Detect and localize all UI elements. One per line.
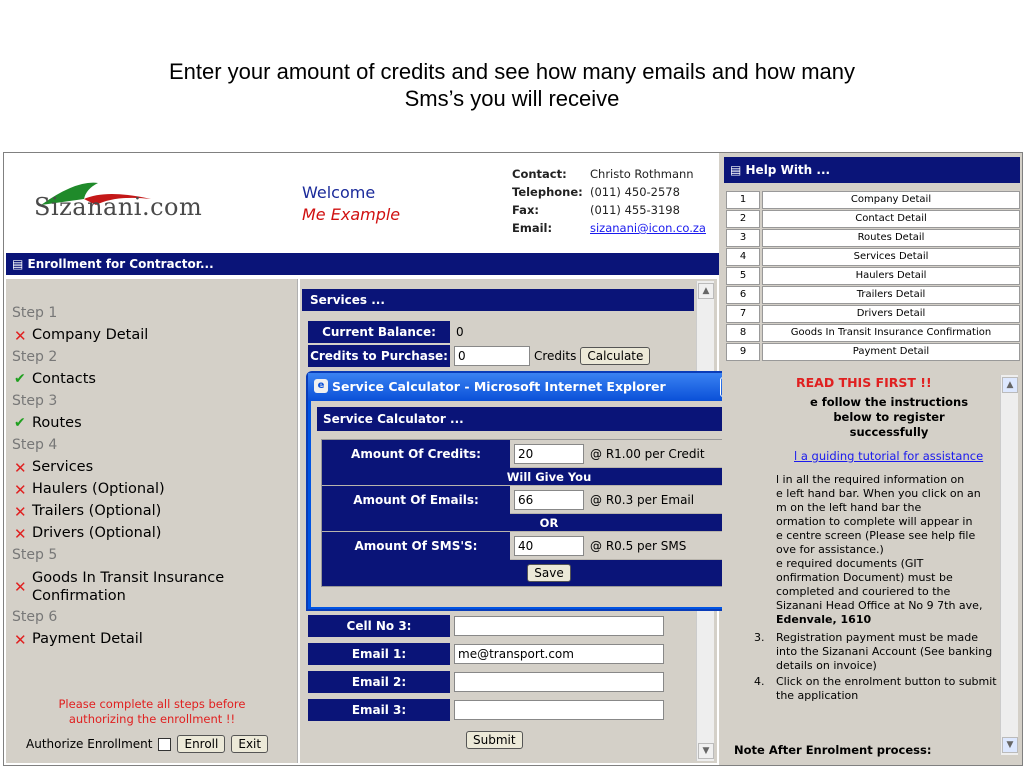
slide-title-line2: Sms’s you will receive [404, 86, 620, 111]
incomplete-icon: ✕ [14, 578, 27, 596]
help-panel [722, 153, 1022, 765]
help-list [726, 191, 1020, 362]
read-first-title: READ THIS FIRST !! [796, 375, 932, 390]
welcome-label: Welcome [302, 183, 376, 202]
save-row [322, 560, 776, 586]
help-item[interactable] [726, 286, 1020, 304]
step-heading: Step 6 [12, 609, 58, 625]
help-item-label[interactable]: Drivers Detail [762, 305, 1020, 323]
help-item-label[interactable]: Services Detail [762, 248, 1020, 266]
emails-amount-label: Amount Of Emails: [322, 486, 510, 514]
instruction-number: 4. [754, 675, 765, 688]
email2-input[interactable] [454, 672, 664, 692]
slide-title [0, 58, 1024, 112]
check-icon: ✔ [14, 415, 26, 431]
calculator-header: Service Calculator ... [317, 407, 777, 431]
sidebar-item-payment-detail[interactable] [14, 631, 143, 649]
will-give-banner: Will Give You [322, 468, 776, 486]
sidebar-item-label: Haulers (Optional) [32, 481, 165, 497]
help-item-number: 6 [726, 286, 760, 304]
credits-amount-label: Amount Of Credits: [322, 440, 510, 468]
calculator-table [321, 439, 777, 587]
enrollment-bar [6, 253, 719, 275]
cell3-input[interactable] [454, 616, 664, 636]
sidebar-item-services[interactable] [14, 459, 93, 477]
submit-button[interactable]: Submit [466, 731, 523, 749]
enrollment-title: Enrollment for Contractor... [27, 257, 214, 271]
authorize-label: Authorize Enrollment [26, 737, 153, 751]
main-panel [4, 153, 719, 765]
telephone-label: Telephone: [512, 185, 583, 199]
steps-sidebar [6, 279, 298, 763]
instruction-line: completed and couriered to the [776, 585, 951, 598]
current-balance-row [308, 321, 464, 343]
contact-row [512, 167, 706, 185]
exit-button[interactable]: Exit [231, 735, 268, 753]
email-label: Email: [512, 221, 553, 235]
help-item[interactable] [726, 210, 1020, 228]
emails-rate: @ R0.3 per Email [590, 492, 695, 507]
help-item-label[interactable]: Goods In Transit Insurance Confirmation [762, 324, 1020, 342]
email2-label: Email 2: [308, 671, 450, 693]
panel-icon: ▤ [730, 163, 746, 177]
authorize-row [26, 735, 268, 753]
service-calculator-dialog [306, 371, 790, 611]
sms-rate: @ R0.5 per SMS [590, 538, 687, 553]
help-item[interactable] [726, 229, 1020, 247]
incomplete-icon: ✕ [14, 631, 27, 649]
sidebar-item-label: Company Detail [32, 327, 149, 343]
enroll-button[interactable]: Enroll [177, 735, 225, 753]
step-heading: Step 4 [12, 437, 58, 453]
help-item-number: 7 [726, 305, 760, 323]
sidebar-item-label: Routes [32, 415, 82, 431]
ie-icon: e [314, 379, 328, 393]
screenshot-frame [3, 152, 1023, 766]
sidebar-item-company-detail[interactable] [14, 327, 148, 345]
help-item-label[interactable]: Contact Detail [762, 210, 1020, 228]
telephone-value: (011) 450-2578 [590, 185, 680, 199]
credits-row [308, 345, 650, 367]
incomplete-icon: ✕ [14, 459, 27, 477]
read-first-panel [726, 369, 1020, 763]
telephone-row [512, 185, 706, 203]
sidebar-item-routes[interactable] [14, 415, 82, 431]
instruction-line: m on the left hand bar the [776, 501, 922, 514]
emails-amount-input[interactable]: 66 [514, 490, 584, 510]
check-icon: ✔ [14, 371, 26, 387]
sidebar-item-label: Contacts [32, 371, 96, 387]
current-balance-label: Current Balance: [308, 321, 450, 343]
label-line: Confirmation [32, 588, 126, 604]
step-heading: Step 3 [12, 393, 58, 409]
sidebar-item-label: Drivers (Optional) [32, 525, 162, 541]
credits-input[interactable]: 0 [454, 346, 530, 366]
fax-label: Fax: [512, 203, 539, 217]
instruction-line: ormation to complete will appear in [776, 515, 973, 528]
help-item-label[interactable]: Routes Detail [762, 229, 1020, 247]
help-item[interactable] [726, 343, 1020, 361]
scroll-down-icon[interactable]: ▼ [698, 743, 714, 759]
cell3-label: Cell No 3: [308, 615, 450, 637]
email-link[interactable]: sizanani@icon.co.za [590, 221, 706, 235]
dialog-body [311, 401, 785, 607]
tutorial-link[interactable]: l a guiding tutorial for assistance [794, 449, 984, 463]
contact-value: Christo Rothmann [590, 167, 694, 181]
step-heading: Step 1 [12, 305, 58, 321]
email3-row [308, 699, 664, 721]
instruction-line: the application [776, 689, 859, 702]
help-item-number: 9 [726, 343, 760, 361]
help-header [724, 157, 1020, 183]
contact-block [512, 167, 706, 239]
email3-input[interactable] [454, 700, 664, 720]
incomplete-icon: ✕ [14, 503, 27, 521]
panel-icon: ▤ [12, 257, 28, 271]
incomplete-icon: ✕ [14, 481, 27, 499]
services-header: Services ... [302, 289, 694, 311]
scroll-down-icon[interactable]: ▼ [1002, 737, 1018, 753]
current-balance-value: 0 [456, 325, 464, 339]
help-item-number: 2 [726, 210, 760, 228]
warning-text [6, 697, 298, 727]
instruction-line: e centre screen (Please see help file [776, 529, 976, 542]
or-banner: OR [322, 514, 776, 532]
incomplete-icon: ✕ [14, 327, 27, 345]
dialog-title: Service Calculator - Microsoft Internet Explorer [332, 379, 666, 394]
read-first-subtitle: e follow the instructions below to register successfully [809, 395, 969, 439]
email2-row [308, 671, 664, 693]
instruction-line: Registration payment must be made [776, 631, 979, 644]
warning-line: Please complete all steps before [58, 697, 246, 711]
warning-line: authorizing the enrollment !! [68, 712, 236, 726]
help-item-label[interactable]: Company Detail [762, 191, 1020, 209]
instruction-line: into the Sizanani Account (See banking [776, 645, 993, 658]
email-row [512, 221, 706, 239]
instruction-line: e left hand bar. When you click on an [776, 487, 981, 500]
instruction-line: Sizanani Head Office at No 9 7th ave, [776, 599, 983, 612]
scroll-up-icon[interactable]: ▲ [1002, 377, 1018, 393]
step-heading: Step 5 [12, 547, 58, 563]
help-item[interactable] [726, 248, 1020, 266]
instruction-line: Edenvale, 1610 [776, 613, 872, 626]
help-title: Help With ... [745, 163, 831, 177]
email1-row [308, 643, 664, 665]
sms-amount-row [322, 532, 776, 560]
instruction-line: details on invoice) [776, 659, 877, 672]
instruction-line: Click on the enrolment button to submit [776, 675, 997, 688]
credits-label: Credits to Purchase: [308, 345, 450, 367]
note-after-enrolment: Note After Enrolment process: [734, 743, 932, 757]
sidebar-item-haulers[interactable] [14, 481, 165, 499]
sidebar-item-label: Services [32, 459, 94, 475]
cell3-row [308, 615, 664, 637]
credits-amount-row [322, 440, 776, 468]
credits-amount-input[interactable]: 20 [514, 444, 584, 464]
help-item-number: 3 [726, 229, 760, 247]
incomplete-icon: ✕ [14, 525, 27, 543]
contact-label: Contact: [512, 167, 567, 181]
help-item-label[interactable]: Trailers Detail [762, 286, 1020, 304]
credits-rate: @ R1.00 per Credit [590, 446, 705, 461]
sidebar-item-drivers[interactable] [14, 525, 161, 543]
email1-label: Email 1: [308, 643, 450, 665]
instruction-line: e required documents (GIT [776, 557, 924, 570]
help-item-number: 1 [726, 191, 760, 209]
fax-value: (011) 455-3198 [590, 203, 680, 217]
instruction-line: l in all the required information on [776, 473, 965, 486]
slide-title-line1: Enter your amount of credits and see how many emails and how many [168, 59, 856, 84]
logo-text: Sizanani.com [34, 193, 203, 221]
help-item-number: 4 [726, 248, 760, 266]
email3-label: Email 3: [308, 699, 450, 721]
instruction-line: ove for assistance.) [776, 543, 884, 556]
help-item-number: 8 [726, 324, 760, 342]
sidebar-item-label: Payment Detail [32, 631, 143, 647]
sidebar-item-trailers[interactable] [14, 503, 161, 521]
help-item[interactable] [726, 324, 1020, 342]
help-item-label[interactable]: Payment Detail [762, 343, 1020, 361]
help-scrollbar[interactable] [1000, 375, 1018, 755]
help-item-label[interactable]: Haulers Detail [762, 267, 1020, 285]
emails-amount-row [322, 486, 776, 514]
instruction-line: onfirmation Document) must be [776, 571, 953, 584]
fax-row [512, 203, 706, 221]
authorize-checkbox[interactable] [158, 738, 171, 751]
credits-unit: Credits [534, 349, 577, 363]
calculate-button[interactable]: Calculate [580, 347, 650, 365]
sms-amount-input[interactable]: 40 [514, 536, 584, 556]
instruction-number: 3. [754, 631, 765, 644]
help-item[interactable] [726, 305, 1020, 323]
sidebar-item-contacts[interactable] [14, 371, 96, 387]
step-heading: Step 2 [12, 349, 58, 365]
logo [6, 155, 300, 251]
sidebar-item-label [32, 569, 224, 605]
save-button[interactable]: Save [527, 564, 570, 582]
label-line: Goods In Transit Insurance [32, 570, 225, 586]
email1-input[interactable]: me@transport.com [454, 644, 664, 664]
help-item[interactable] [726, 191, 1020, 209]
sidebar-item-label: Trailers (Optional) [32, 503, 162, 519]
scroll-up-icon[interactable]: ▲ [698, 283, 714, 299]
help-item-number: 5 [726, 267, 760, 285]
user-name: Me Example [302, 205, 401, 224]
sms-amount-label: Amount Of SMS'S: [322, 532, 510, 560]
sidebar-item-goods-in-transit[interactable] [14, 569, 224, 605]
dialog-titlebar[interactable] [308, 373, 788, 401]
help-item[interactable] [726, 267, 1020, 285]
